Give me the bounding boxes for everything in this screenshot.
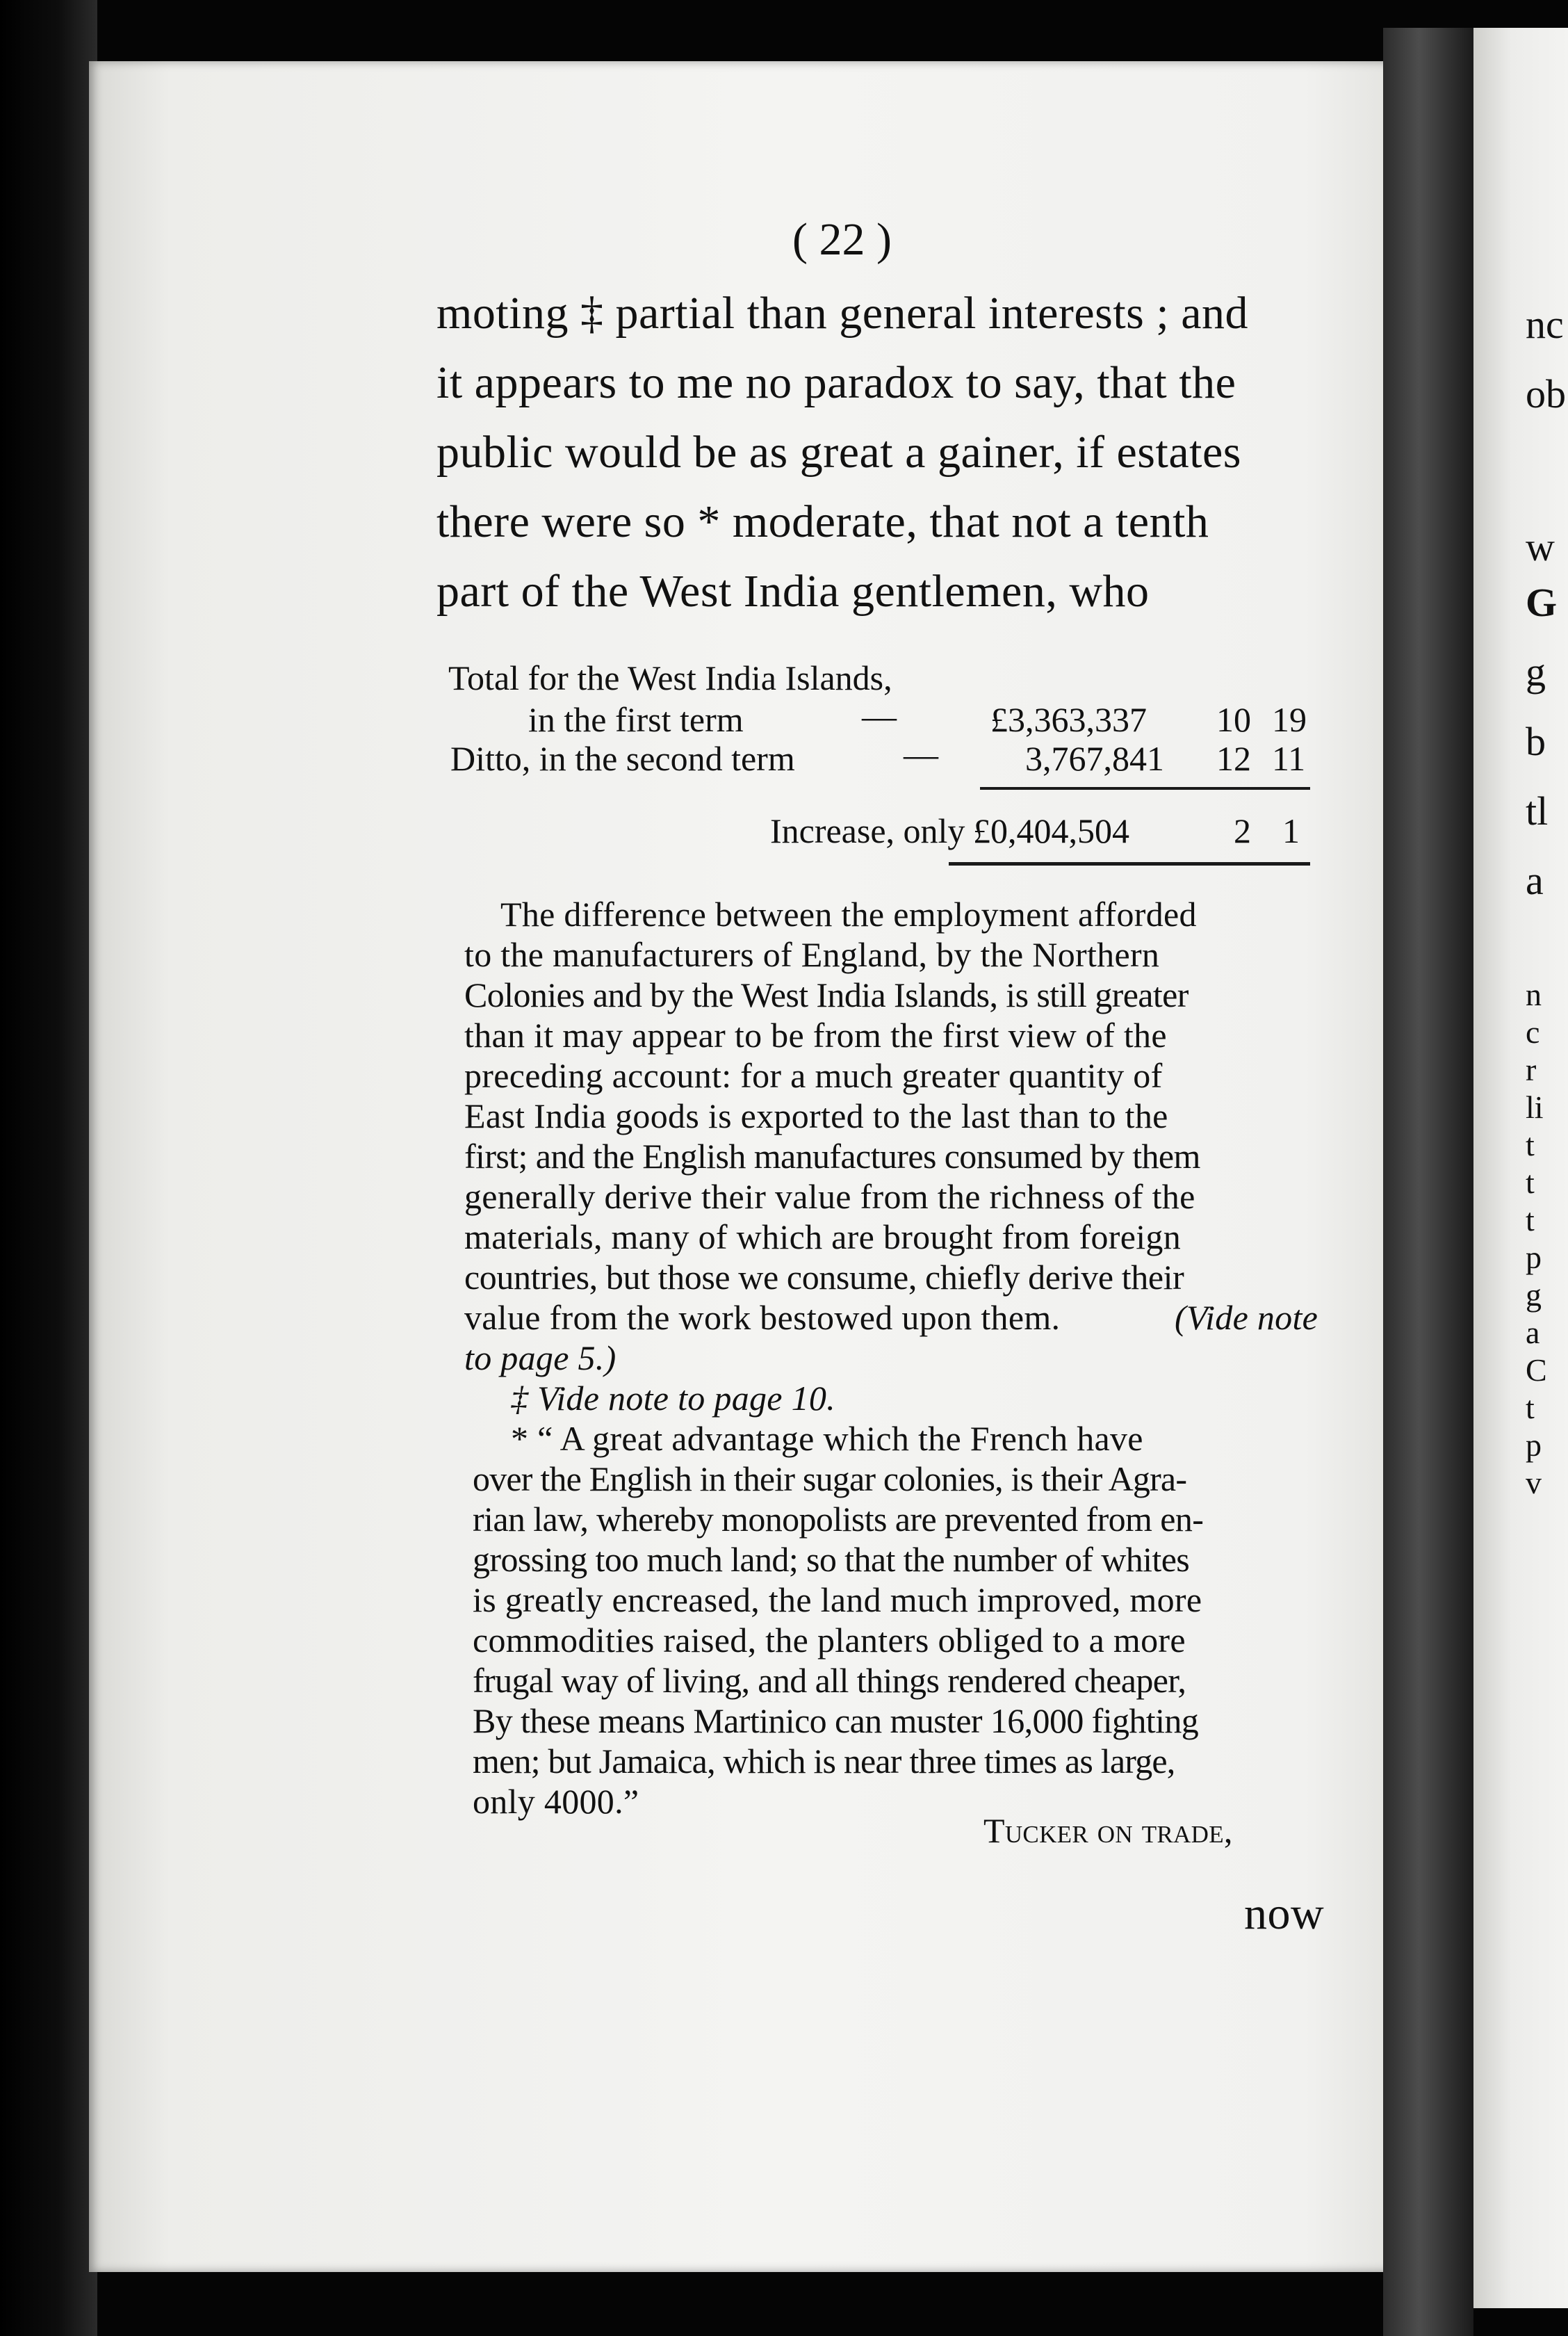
note-line-11: value from the work bestowed upon them.: [464, 1298, 1061, 1337]
increase-shillings: 2: [1234, 811, 1251, 850]
facing-fragment: g: [1526, 649, 1546, 695]
facing-fragment: p: [1526, 1240, 1542, 1275]
note-line-7: first; and the English manufactures consumed by them: [464, 1137, 1200, 1176]
vide-note-b: to page 5.): [464, 1338, 616, 1377]
row2-pence: 11: [1272, 739, 1306, 778]
note-line-10: countries, but those we consume, chiefly derive their: [464, 1258, 1184, 1297]
book-left-edge: [0, 0, 97, 2336]
row2-dash: —: [904, 735, 938, 774]
increase-pence: 1: [1282, 811, 1300, 850]
body-line-4: there were so * moderate, that not a tenth: [436, 496, 1209, 547]
row2-label: Ditto, in the second term: [450, 739, 795, 778]
facing-fragment: t: [1526, 1202, 1535, 1238]
facing-fragment: g: [1526, 1277, 1542, 1313]
facing-fragment: a: [1526, 1315, 1540, 1350]
book-gutter: [1383, 28, 1473, 2336]
quote-line-5: is greatly encreased, the land much improved, more: [473, 1580, 1202, 1619]
note-line-6: East India goods is exported to the last than to the: [464, 1096, 1168, 1135]
quote-line-3: rian law, whereby monopolists are prevented from en-: [473, 1500, 1204, 1539]
note-line-8: generally derive their value from the richness of the: [464, 1177, 1195, 1216]
quote-line-1: * “ A great advantage which the French have: [511, 1419, 1143, 1458]
total-rule: [949, 862, 1310, 866]
note-line-3: Colonies and by the West India Islands, is still greater: [464, 975, 1189, 1014]
quote-line-8: By these means Martinico can muster 16,000 fighting: [473, 1701, 1199, 1740]
sum-rule: [980, 787, 1310, 790]
facing-page: [1473, 28, 1568, 2308]
facing-fragment: w: [1526, 524, 1555, 569]
facing-fragment: tl: [1526, 788, 1549, 834]
increase-pounds: £0,404,504: [973, 811, 1129, 850]
facing-fragment: li: [1526, 1089, 1544, 1125]
increase-label: Increase, only: [770, 811, 965, 850]
row1-pounds: £3,363,337: [990, 700, 1147, 739]
note-line-1: The difference between the employment afforded: [500, 895, 1197, 934]
facing-fragment: v: [1526, 1465, 1542, 1500]
note-line-4: than it may appear to be from the first view of the: [464, 1016, 1167, 1055]
body-line-2: it appears to me no paradox to say, that the: [436, 357, 1236, 408]
facing-fragment: t: [1526, 1127, 1535, 1162]
footnote-dagger: ‡ Vide note to page 10.: [511, 1379, 835, 1418]
vide-note-a: (Vide note: [1175, 1298, 1318, 1337]
note-line-2: to the manufacturers of England, by the Northern: [464, 935, 1160, 974]
body-line-3: public would be as great a gainer, if estates: [436, 427, 1241, 478]
facing-fragment: n: [1526, 977, 1542, 1012]
table-heading: Total for the West India Islands,: [448, 658, 892, 697]
facing-fragment: r: [1526, 1052, 1537, 1087]
facing-fragment: p: [1526, 1427, 1542, 1463]
row2-shillings: 12: [1216, 739, 1251, 778]
row2-pounds: 3,767,841: [1025, 739, 1164, 778]
facing-fragment: C: [1526, 1352, 1547, 1388]
facing-fragment: a: [1526, 858, 1544, 903]
facing-fragment: c: [1526, 1014, 1540, 1050]
body-line-1: moting ‡ partial than general interests ; and: [436, 288, 1248, 339]
row1-pence: 19: [1272, 700, 1307, 739]
show-through-text: [487, 772, 495, 816]
attribution: Tucker on trade,: [983, 1811, 1233, 1850]
note-line-5: preceding account: for a much greater quantity of: [464, 1056, 1163, 1095]
row1-label: in the first term: [528, 700, 744, 739]
quote-line-7: frugal way of living, and all things rendered cheaper,: [473, 1661, 1186, 1700]
facing-fragment: G: [1526, 580, 1558, 625]
note-line-9: materials, many of which are brought from foreign: [464, 1217, 1182, 1256]
quote-line-2: over the English in their sugar colonies, is their Agra-: [473, 1459, 1187, 1498]
facing-fragment: t: [1526, 1390, 1535, 1425]
quote-line-4: grossing too much land; so that the number of whites: [473, 1540, 1190, 1579]
row1-shillings: 10: [1216, 700, 1251, 739]
quote-line-6: commodities raised, the planters obliged to a more: [473, 1621, 1186, 1660]
quote-line-9: men; but Jamaica, which is near three times as large,: [473, 1742, 1175, 1781]
quote-line-10: only 4000.”: [473, 1782, 639, 1821]
facing-fragment: ob: [1526, 371, 1566, 416]
page-number: ( 22 ): [792, 214, 892, 265]
row1-dash: —: [862, 697, 897, 736]
catchword: now: [1244, 1888, 1325, 1939]
body-line-5: part of the West India gentlemen, who: [436, 566, 1150, 617]
facing-fragment: b: [1526, 719, 1546, 764]
facing-fragment: nc: [1526, 302, 1564, 347]
facing-fragment: t: [1526, 1165, 1535, 1200]
